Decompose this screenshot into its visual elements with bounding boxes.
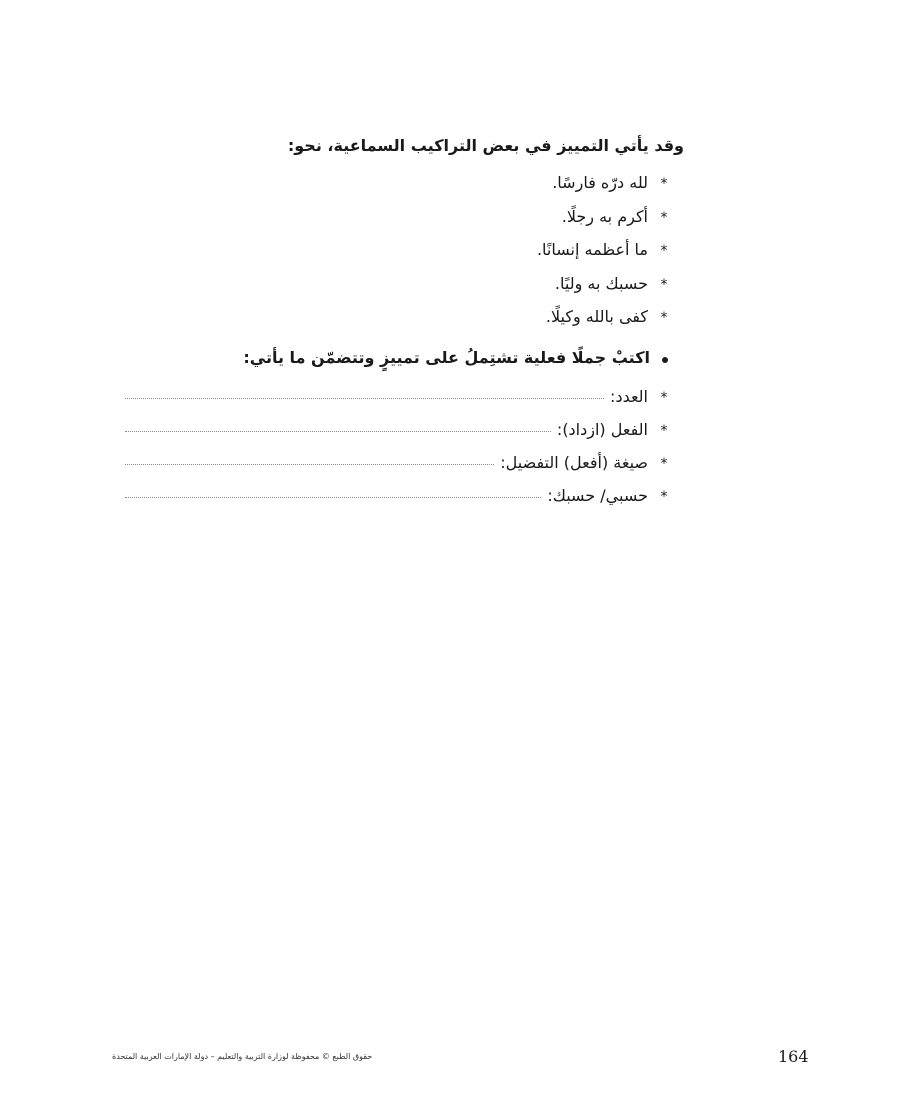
example-text: لله درّه فارسًا. (552, 173, 648, 192)
example-text: أكرم به رجلًا. (561, 206, 648, 226)
list-item (537, 235, 670, 269)
example-text: حسبك به وليًا. (554, 273, 648, 293)
asterisk-icon: * (660, 423, 668, 439)
example-text: ما أعظمه إنسانًا. (536, 240, 648, 259)
examples-list (537, 168, 670, 336)
copyright-notice: حقوق الطبع © محفوظة لوزارة التربية والتعليم – دولة الإمارات العربية المتحدة (112, 1052, 373, 1061)
prompt-label: صيغة (أفعل) التفضيل: (500, 453, 648, 472)
prompt-label: الفعل (ازداد): (556, 420, 648, 439)
answer-line[interactable] (125, 496, 541, 498)
bullet-icon (660, 352, 670, 362)
exercise-prompts (125, 382, 670, 514)
list-item (537, 202, 670, 236)
list-item (537, 168, 670, 202)
prompt-label: حسبي/ حسبك: (547, 486, 648, 505)
list-item (125, 382, 670, 415)
exercise-instruction (243, 348, 670, 367)
asterisk-icon: * (660, 243, 668, 259)
answer-line[interactable] (125, 397, 604, 399)
list-item (537, 302, 670, 336)
asterisk-icon: * (660, 456, 668, 472)
section-heading: وقد يأتي التمييز في بعض التراكيب السماعية، نحو: (287, 136, 684, 155)
list-item (125, 448, 670, 481)
answer-line[interactable] (125, 430, 551, 432)
example-text: كفى بالله وكيلًا. (545, 307, 648, 326)
asterisk-icon: * (660, 489, 668, 505)
asterisk-icon: * (660, 209, 668, 226)
list-item (537, 269, 670, 303)
list-item (125, 415, 670, 448)
asterisk-icon: * (660, 310, 668, 326)
answer-line[interactable] (125, 463, 494, 465)
asterisk-icon: * (660, 276, 668, 293)
asterisk-icon: * (660, 176, 668, 192)
list-item (125, 481, 670, 514)
prompt-label: العدد: (610, 387, 648, 406)
page-number: 164 (778, 1047, 809, 1066)
asterisk-icon: * (660, 390, 668, 406)
instruction-text: اكتبْ جملًا فعلية تشتِملُ على تمييزٍ وتتضمّن ما يأتي: (243, 348, 650, 367)
